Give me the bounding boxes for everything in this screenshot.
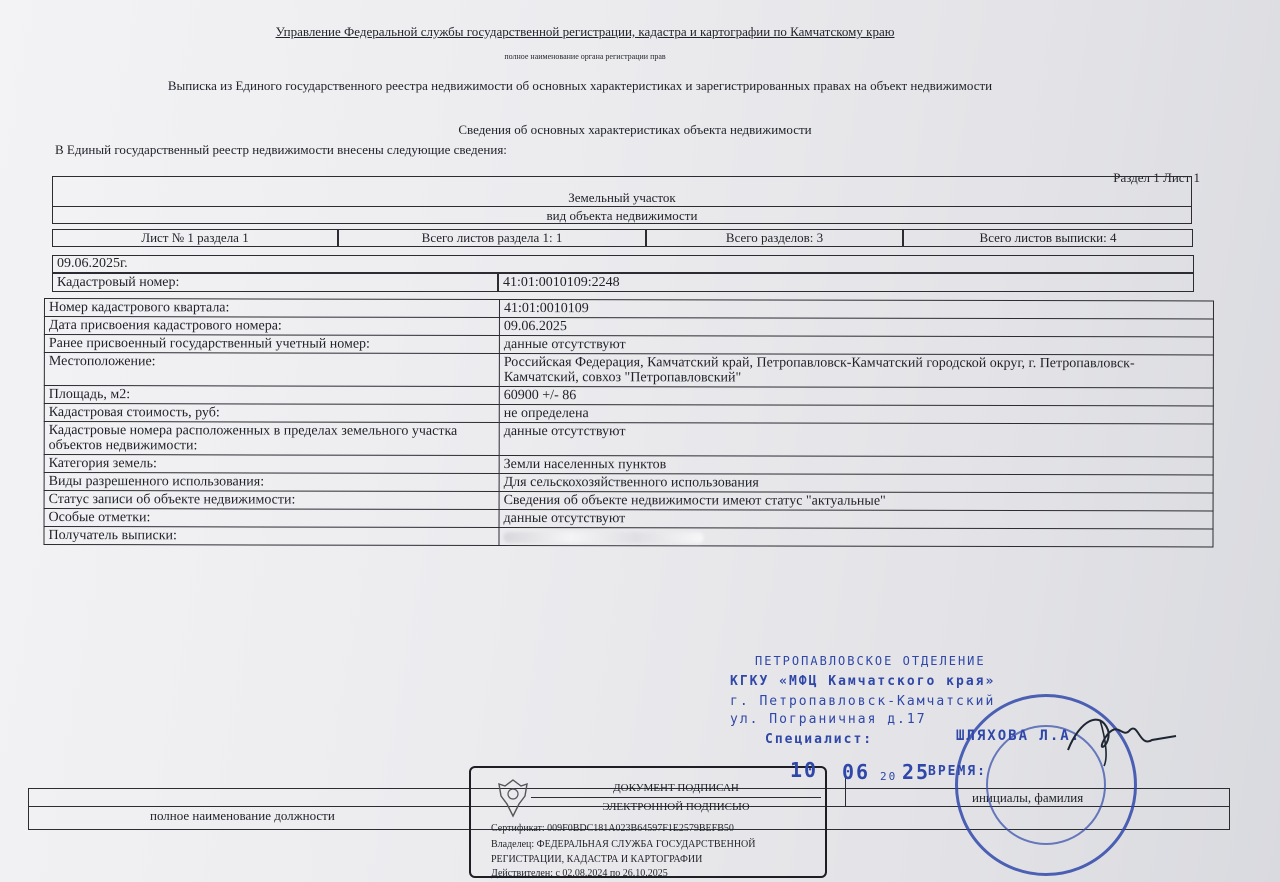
owner-line2: РЕГИСТРАЦИИ, КАДАСТРА И КАРТОГРАФИИ [491, 854, 703, 865]
row-label: Кадастровые номера расположенных в пределах земельного участка объектов недвижимости: [44, 422, 499, 456]
row-label: Виды разрешенного использования: [44, 473, 499, 492]
row-value: 09.06.2025 [499, 317, 1213, 336]
document-title: Выписка из Единого государственного реестра недвижимости об основных характеристиках и зарегистрированных правах на объект недвижимости [167, 78, 993, 93]
row-value: Сведения об объекте недвижимости имеют статус "актуальные" [499, 491, 1213, 510]
stamp-year-suffix: 25 [902, 760, 931, 784]
stamp-month: 06 [842, 760, 871, 784]
stamp-day: 10 [790, 758, 819, 782]
row-label: Площадь, м2: [44, 386, 499, 405]
redacted-name [503, 532, 703, 543]
row-value: Российская Федерация, Камчатский край, Петропавловск-Камчатский городской округ, г. Петропавловск-Камчатский, совхоз "Петропавловский" [499, 353, 1213, 387]
row-label: Кадастровая стоимость, руб: [44, 404, 499, 423]
digital-signature-box [469, 766, 827, 878]
row-value: данные отсутствуют [499, 422, 1213, 456]
row-label: Особые отметки: [44, 509, 499, 528]
row-value: данные отсутствуют [499, 509, 1213, 528]
signed-line1: ДОКУМЕНТ ПОДПИСАН [613, 782, 739, 794]
object-type-divider [52, 206, 1192, 207]
extract-date: 09.06.2025г. [52, 255, 1194, 273]
position-caption: полное наименование должности [150, 808, 335, 823]
row-value: 60900 +/- 86 [499, 386, 1213, 405]
row-label: Категория земель: [44, 455, 499, 474]
handwritten-signature [1060, 700, 1180, 770]
authority-caption: полное наименование органа регистрации прав [504, 52, 666, 61]
stamp-line4: ул. Пограничная д.17 [730, 712, 927, 727]
certificate-number: Сертификат: 009F0BDC181A023B64597F1E2579BEFB50 [491, 823, 734, 834]
cadastral-number-label: Кадастровый номер: [52, 273, 498, 292]
row-label: Номер кадастрового квартала: [44, 299, 499, 318]
row-label: Получатель выписки: [44, 527, 499, 546]
emblem-icon [493, 776, 533, 822]
specialist-name: ШЛЯХОВА Л.А. [956, 728, 1082, 744]
signed-line2: ЭЛЕКТРОННОЙ ПОДПИСЬЮ [602, 801, 750, 813]
row-label: Статус записи об объекте недвижимости: [44, 491, 499, 510]
validity: Действителен: с 02.08.2024 по 26.10.2025 [491, 868, 668, 879]
row-label: Дата присвоения кадастрового номера: [44, 317, 499, 336]
row-value: не определена [499, 404, 1213, 423]
row-value: Земли населенных пунктов [499, 455, 1213, 474]
row-label: Местоположение: [44, 353, 499, 387]
recipient-value [499, 527, 1213, 546]
row-value: 41:01:0010109 [499, 299, 1213, 318]
total-sections: Всего разделов: 3 [646, 229, 903, 247]
table-row [44, 527, 1213, 547]
stamp-time-label: ВРЕМЯ: [928, 764, 987, 779]
total-sheets-section: Всего листов раздела 1: 1 [338, 229, 646, 247]
authority-name: Управление Федеральной службы государственной регистрации, кадастра и картографии по Камчатскому краю [275, 24, 895, 39]
stamp-line5: Специалист: [765, 732, 874, 747]
ds-divider [531, 797, 821, 798]
table-row [44, 422, 1213, 457]
stamp-line2: КГКУ «МФЦ Камчатского края» [730, 674, 996, 689]
total-sheets-extract: Всего листов выписки: 4 [903, 229, 1193, 247]
row-value: Для сельскохозяйственного использования [499, 473, 1213, 492]
section-heading: Сведения об основных характеристиках объекта недвижимости [458, 122, 812, 137]
owner-line1: Владелец: ФЕДЕРАЛЬНАЯ СЛУЖБА ГОСУДАРСТВЕННОЙ [491, 839, 756, 850]
characteristics-table [43, 298, 1214, 547]
cadastral-number-value: 41:01:0010109:2248 [498, 273, 1194, 292]
table-row [44, 353, 1213, 388]
stamp-line1: ПЕТРОПАВЛОВСКОЕ ОТДЕЛЕНИЕ [755, 654, 986, 668]
row-value: данные отсутствуют [499, 335, 1213, 354]
initials-caption: инициалы, фамилия [972, 790, 1084, 805]
section-sheet-label: Раздел 1 Лист 1 [1113, 170, 1200, 185]
stamp-line3: г. Петропавловск-Камчатский [730, 694, 996, 709]
object-type-caption: вид объекта недвижимости [546, 208, 698, 223]
row-label: Ранее присвоенный государственный учетный номер: [44, 335, 499, 354]
stamp-year-prefix: 20 [880, 770, 898, 783]
object-type: Земельный участок [568, 190, 676, 205]
sheet-number: Лист № 1 раздела 1 [52, 229, 338, 247]
intro-text: В Единый государственный реестр недвижимости внесены следующие сведения: [55, 142, 507, 157]
